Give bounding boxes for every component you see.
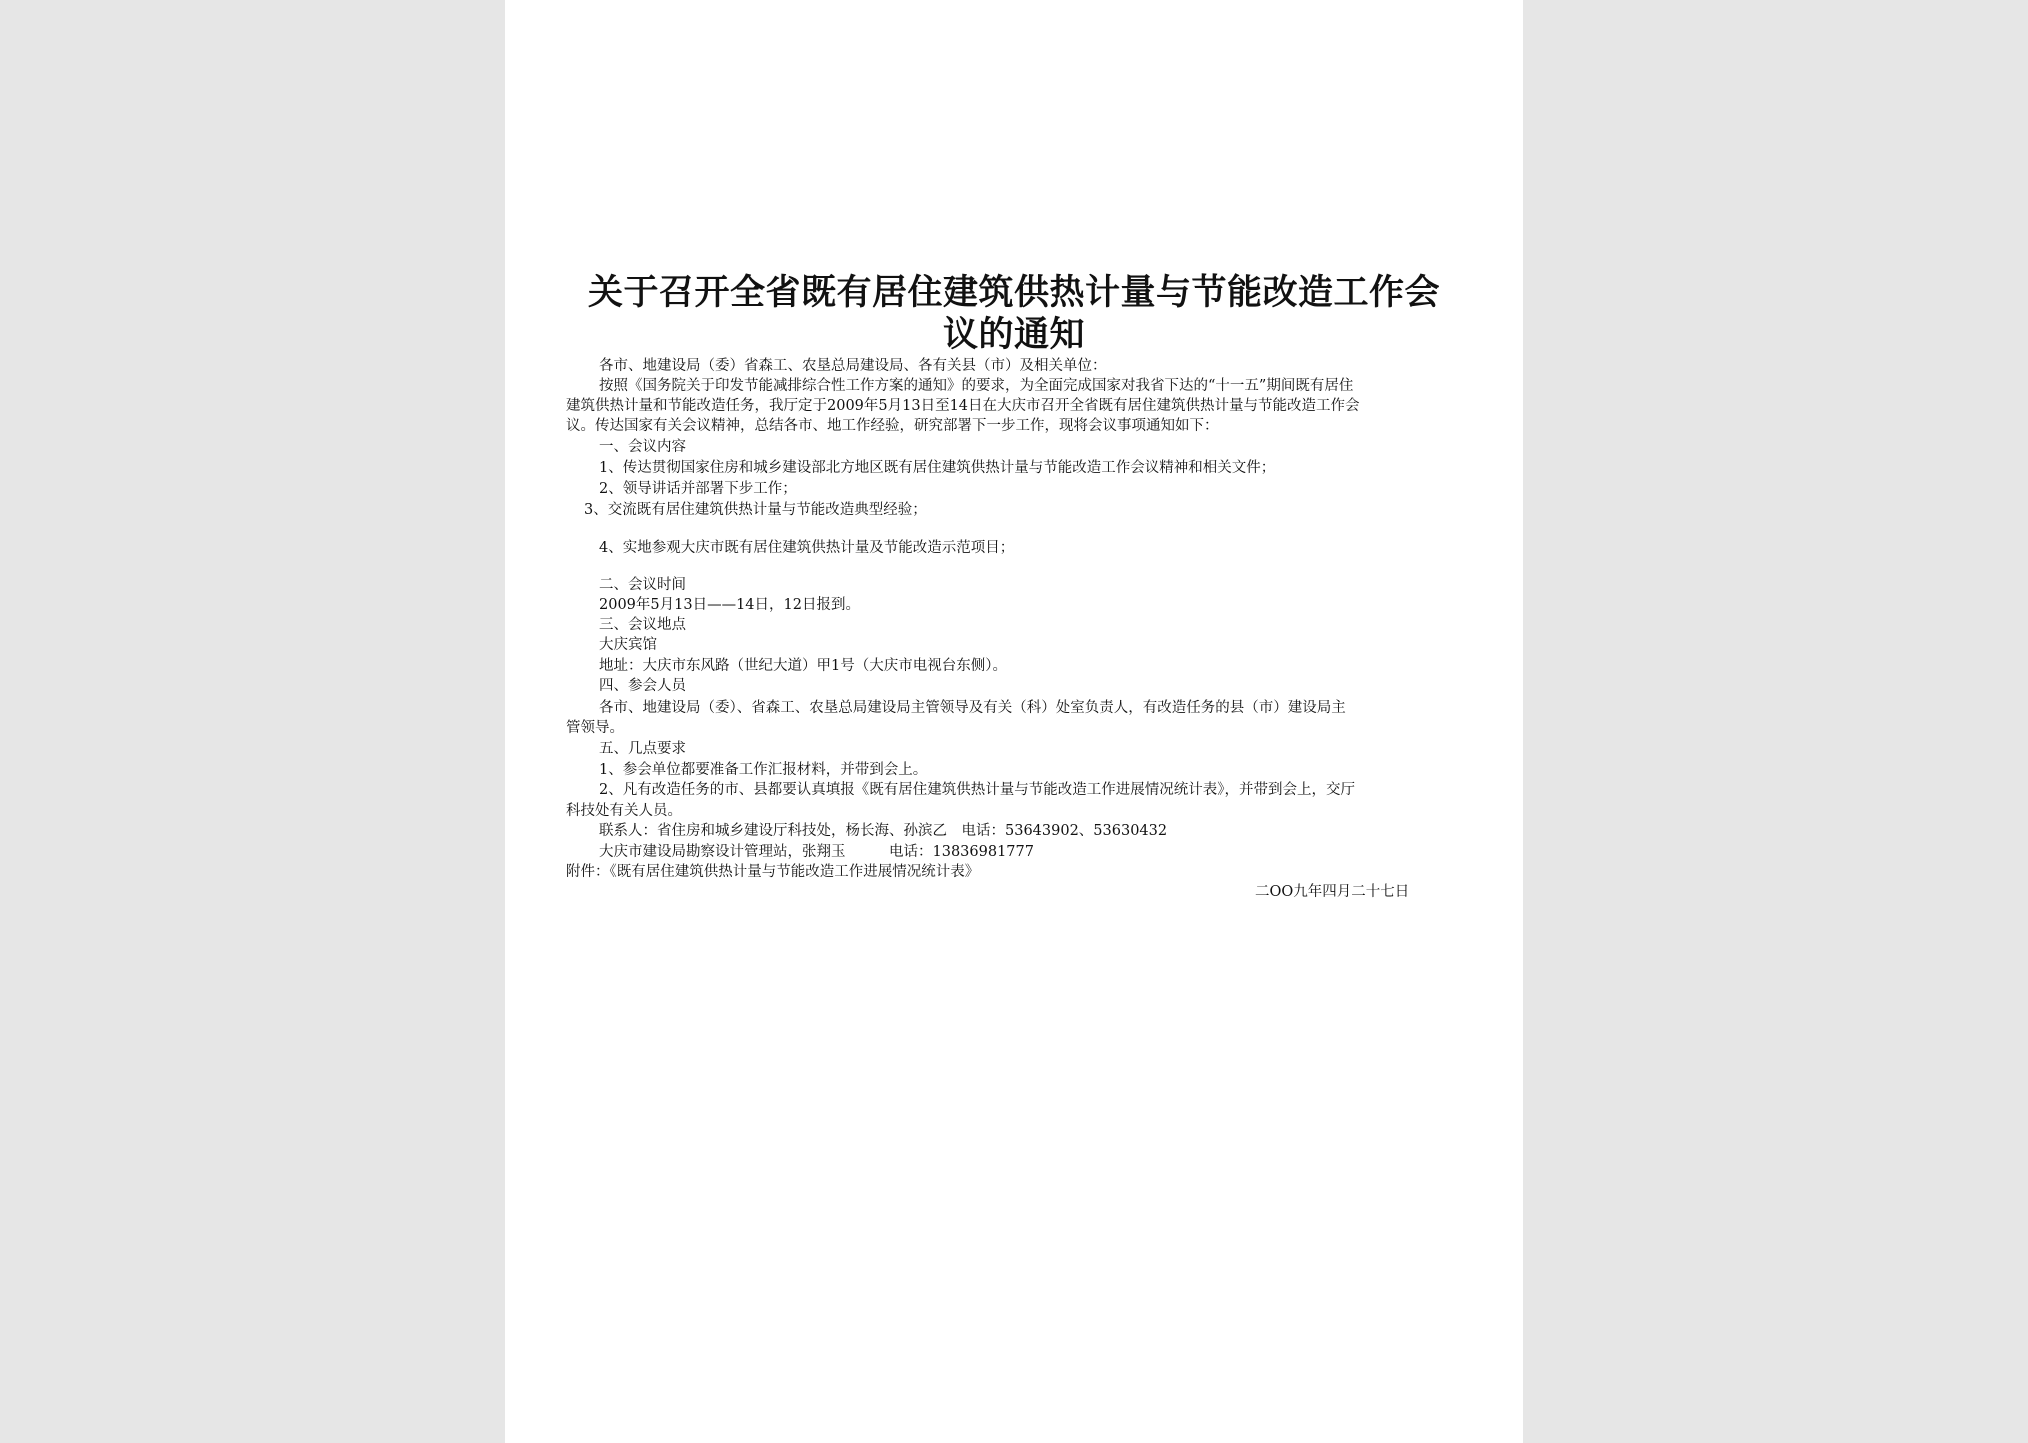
section-1-item: 1、传达贯彻国家住房和城乡建设部北方地区既有居住建筑供热计量与节能改造工作会议精神和相关文件； — [599, 460, 1276, 476]
meeting-address: 地址：大庆市东风路（世纪大道）甲1号（大庆市电视台东侧）。 — [599, 658, 1007, 674]
section-1-heading: 一、会议内容 — [599, 439, 686, 455]
requirement-item: 2、凡有改造任务的市、县都要认真填报《既有居住建筑供热计量与节能改造工作进展情况统计表》，并带到会上，交厅 — [599, 782, 1355, 798]
section-4-heading: 四、参会人员 — [599, 678, 686, 694]
intro-line: 议。传达国家有关会议精神，总结各市、地工作经验，研究部署下一步工作，现将会议事项通知如下： — [566, 418, 1219, 434]
intro-line: 按照《国务院关于印发节能减排综合性工作方案的通知》的要求，为全面完成国家对我省下达的“十一五”期间既有居住 — [599, 378, 1354, 394]
meeting-time: 2009年5月13日——14日，12日报到。 — [599, 597, 860, 613]
contact-line: 联系人：省住房和城乡建设厅科技处，杨长海、孙滨乙 电话：53643902、53630432 — [599, 823, 1168, 839]
section-3-heading: 三、会议地点 — [599, 617, 686, 633]
document-page — [505, 0, 1523, 1443]
attendees-line: 管领导。 — [566, 720, 624, 736]
meeting-place: 大庆宾馆 — [599, 637, 657, 653]
document-title-line-2: 议的通知 — [942, 314, 1085, 355]
section-1-item: 4、实地参观大庆市既有居住建筑供热计量及节能改造示范项目； — [599, 540, 1015, 556]
contact-line: 大庆市建设局勘察设计管理站，张翔玉 电话：13836981777 — [599, 844, 1034, 860]
intro-line: 建筑供热计量和节能改造任务，我厅定于2009年5月13日至14日在大庆市召开全省既有居住建筑供热计量与节能改造工作会 — [566, 398, 1360, 414]
document-date: 二OO九年四月二十七日 — [1255, 884, 1410, 900]
attachment-line: 附件：《既有居住建筑供热计量与节能改造工作进展情况统计表》 — [566, 864, 980, 880]
section-5-heading: 五、几点要求 — [599, 741, 686, 757]
requirement-item: 科技处有关人员。 — [566, 803, 682, 819]
document-title-line-1: 关于召开全省既有居住建筑供热计量与节能改造工作会 — [587, 272, 1440, 313]
requirement-item: 1、参会单位都要准备工作汇报材料，并带到会上。 — [599, 762, 928, 778]
addressee: 各市、地建设局（委）省森工、农垦总局建设局、各有关县（市）及相关单位： — [599, 358, 1107, 374]
section-2-heading: 二、会议时间 — [599, 577, 686, 593]
section-1-item: 3、交流既有居住建筑供热计量与节能改造典型经验； — [584, 502, 927, 518]
attendees-line: 各市、地建设局（委）、省森工、农垦总局建设局主管领导及有关（科）处室负责人，有改造任务的县（市）建设局主 — [599, 700, 1346, 716]
section-1-item: 2、领导讲话并部署下步工作； — [599, 481, 797, 497]
